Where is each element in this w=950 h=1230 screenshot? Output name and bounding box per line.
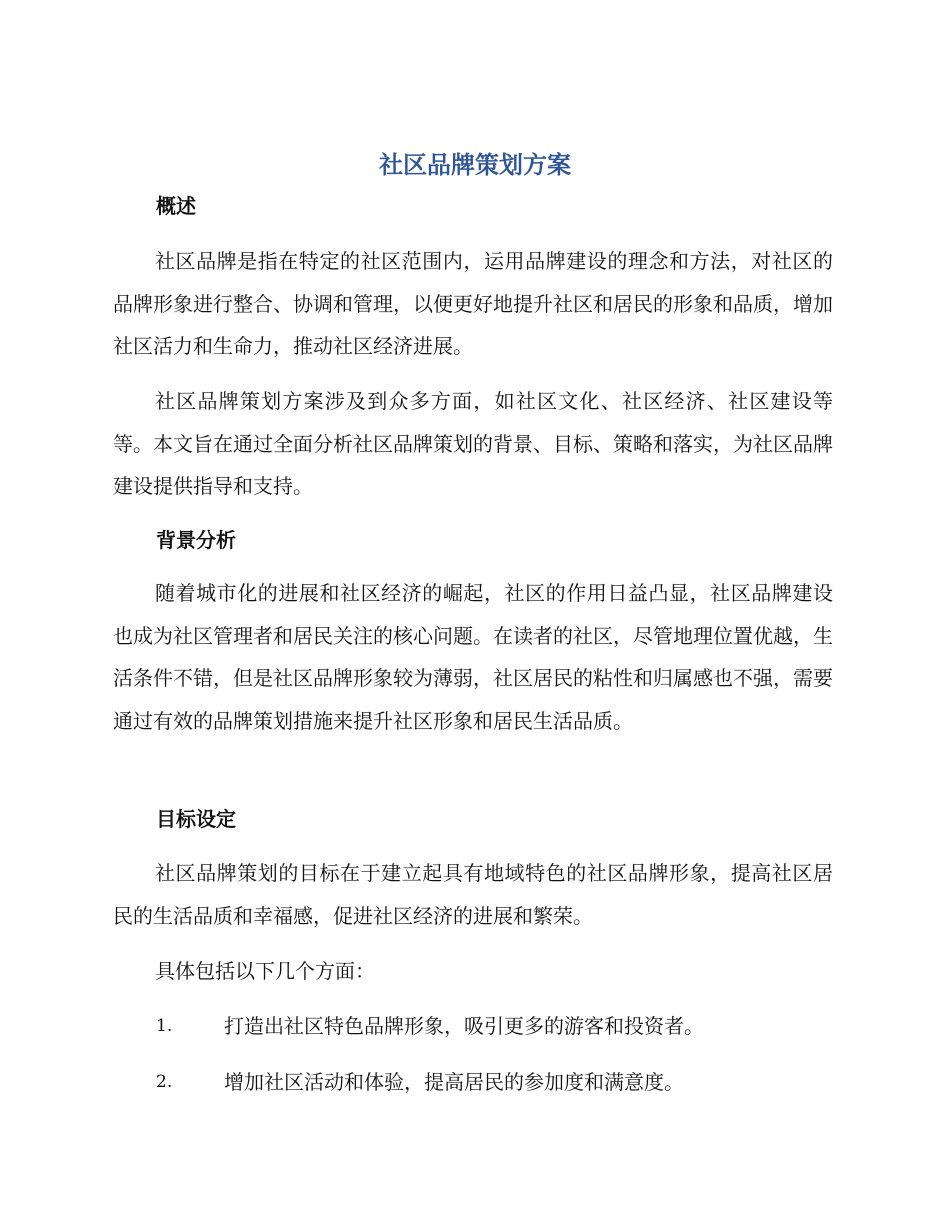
list-item-text: 打造出社区特色品牌形象，吸引更多的游客和投资者。 (224, 1014, 704, 1038)
section-heading-overview: 概述 (156, 194, 196, 218)
list-item-number: 2. (156, 1072, 173, 1092)
goals-intro: 具体包括以下几个方面： (155, 959, 375, 983)
section-heading-background: 背景分析 (156, 528, 236, 552)
overview-paragraph-2: 社区品牌策划方案涉及到众多方面，如社区文化、社区经济、社区建设等等。本文旨在通过全面分析社区品牌策划的背景、目标、策略和落实，为社区品牌建设提供指导和支持。 (113, 389, 833, 498)
list-item-text: 增加社区活动和体验，提高居民的参加度和满意度。 (224, 1070, 684, 1094)
list-item-number: 1. (156, 1016, 173, 1036)
section-heading-goals: 目标设定 (156, 807, 236, 831)
background-paragraph: 随着城市化的进展和社区经济的崛起，社区的作用日益凸显，社区品牌建设也成为社区管理者和居民关注的核心问题。在读者的社区，尽管地理位置优越，生活条件不错，但是社区品牌形象较为薄弱，社区居民的粘性和归属感也不强，需要通过有效的品牌策划措施来提升社区形象和居民生活品质。 (113, 581, 833, 733)
overview-paragraph-1: 社区品牌是指在特定的社区范围内，运用品牌建设的理念和方法，对社区的品牌形象进行整合、协调和管理，以便更好地提升社区和居民的形象和品质，增加社区活力和生命力，推动社区经济进展。 (113, 249, 833, 358)
goals-paragraph: 社区品牌策划的目标在于建立起具有地域特色的社区品牌形象，提高社区居民的生活品质和幸福感，促进社区经济的进展和繁荣。 (113, 861, 833, 928)
document-title: 社区品牌策划方案 (379, 151, 571, 179)
